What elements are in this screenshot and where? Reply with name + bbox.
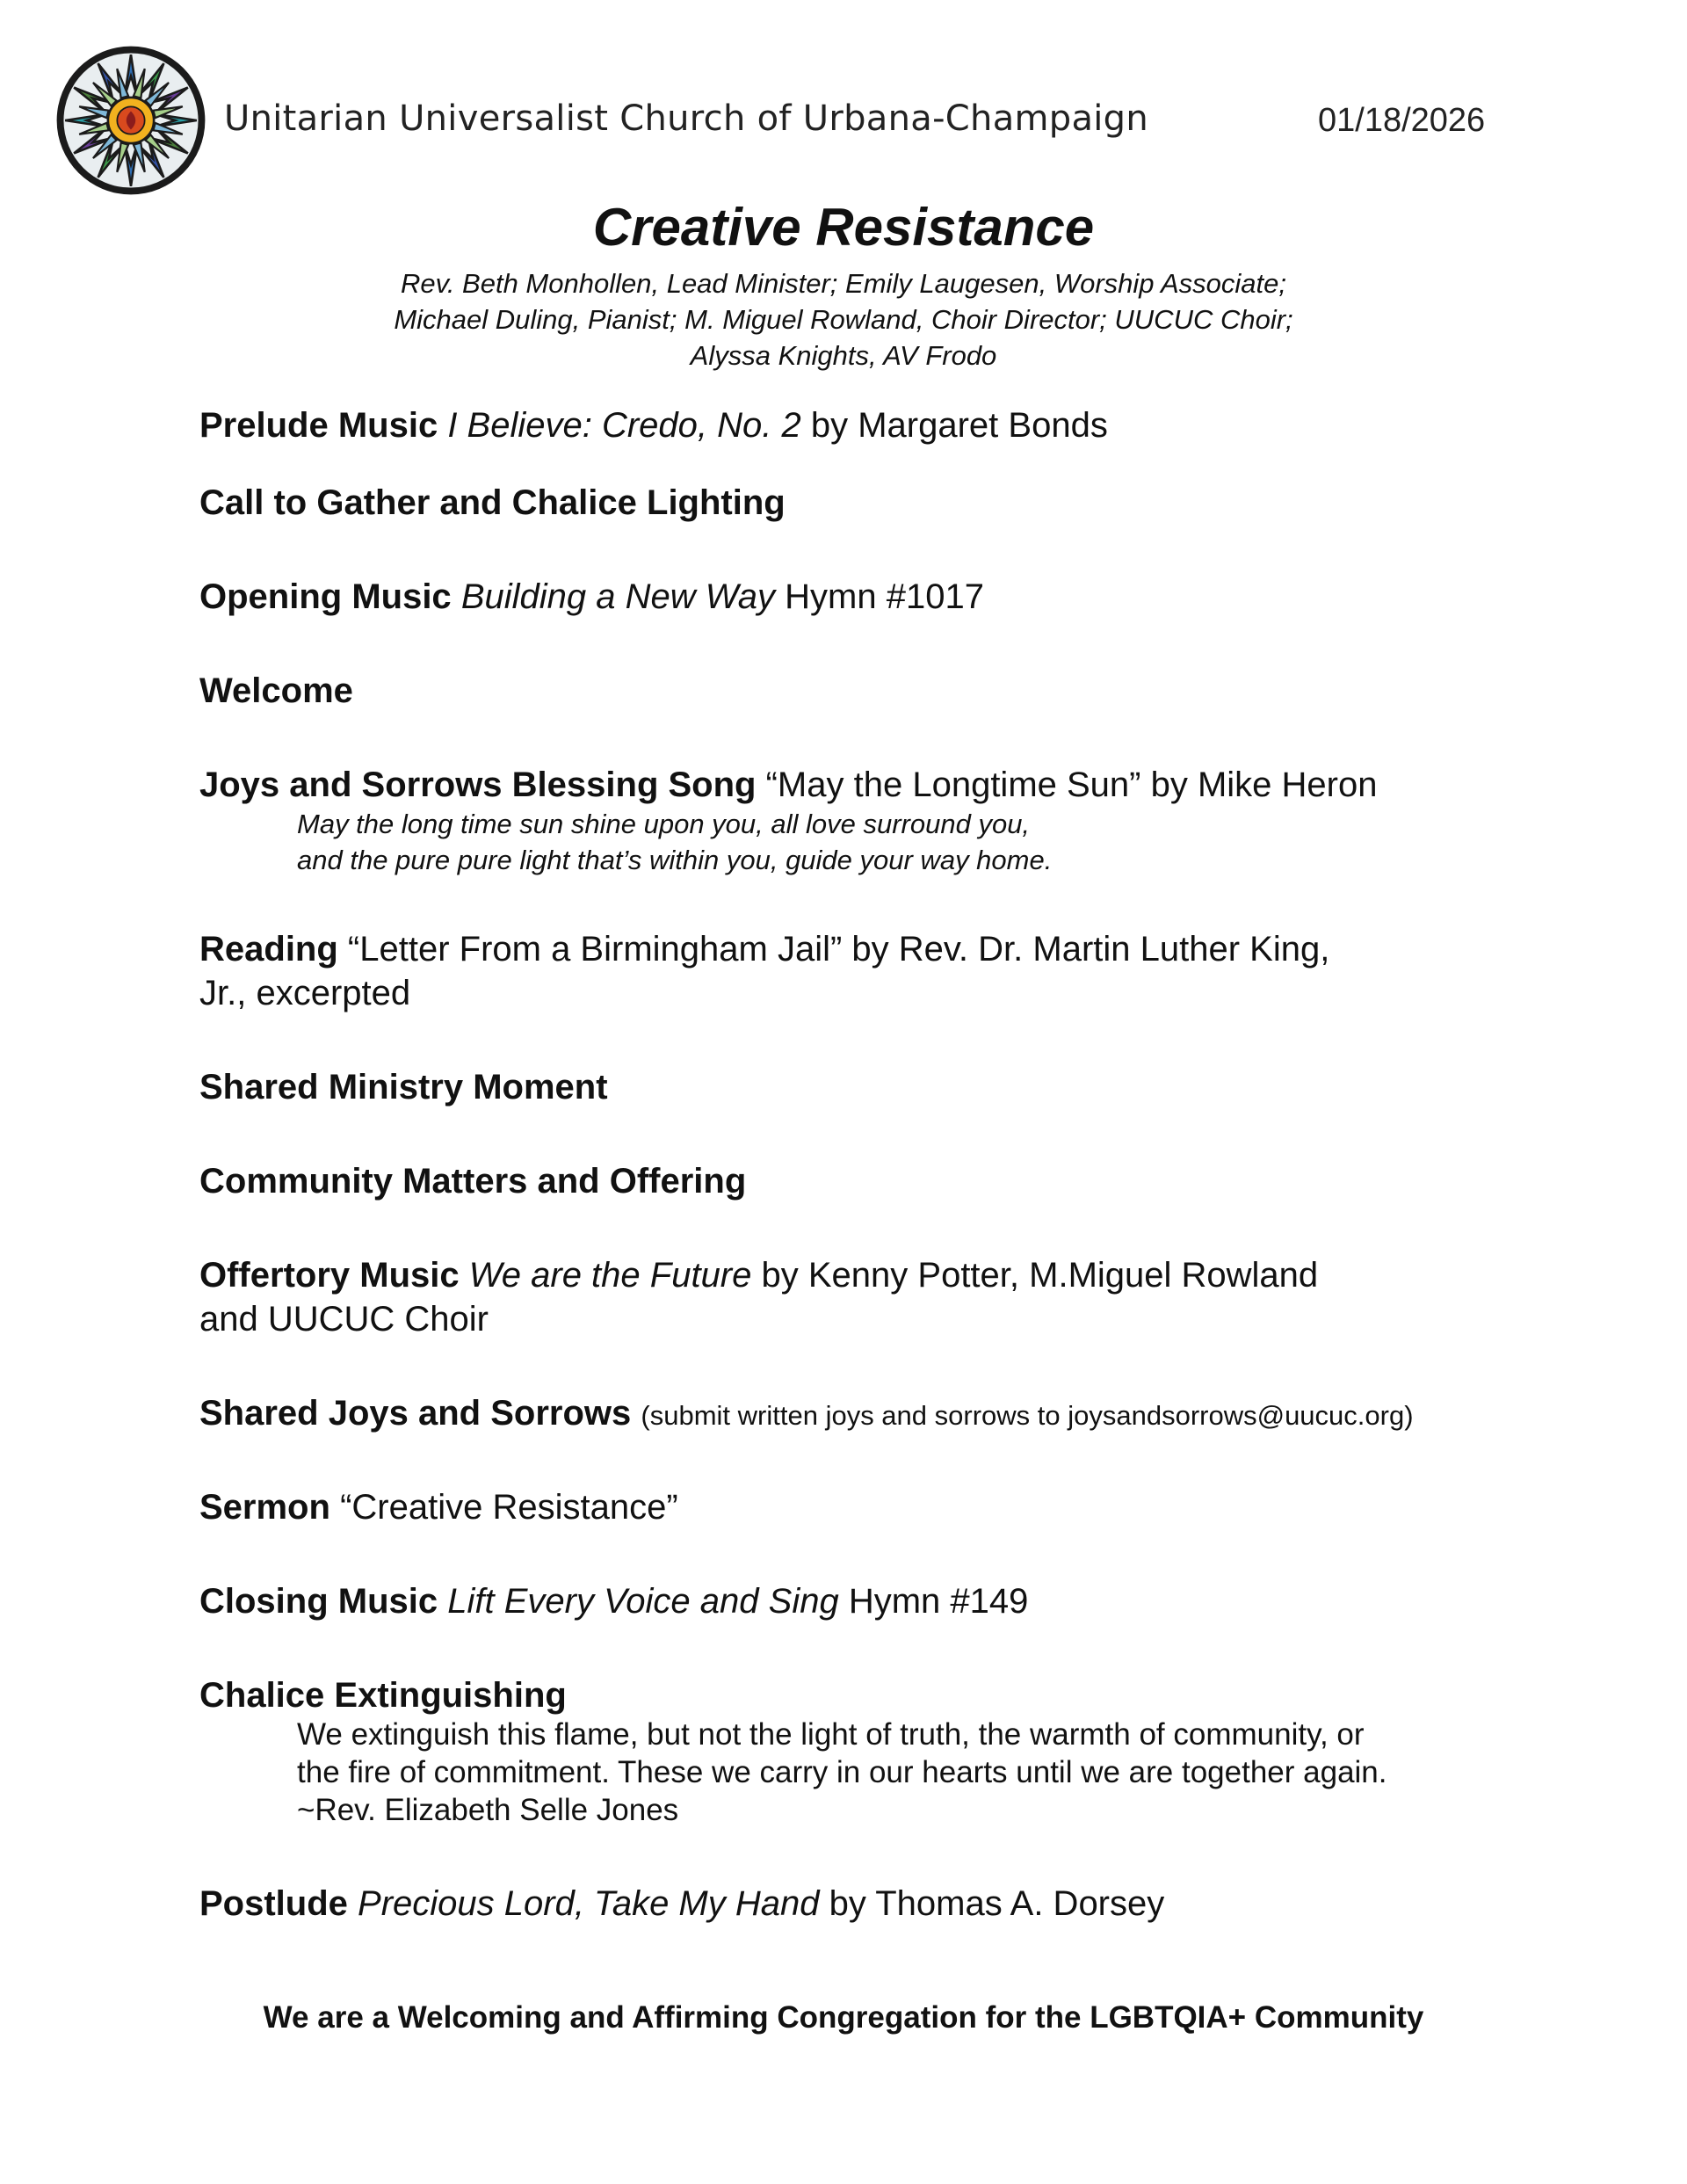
welcoming-statement: We are a Welcoming and Affirming Congregation for the LGBTQIA+ Community [263,2000,1424,2035]
item-detail: by Thomas A. Dorsey [829,1884,1165,1923]
item-shared-ministry [199,1065,1517,1109]
credits-line: Michael Duling, Pianist; M. Miguel Rowland, Choir Director; UUCUC Choir; [394,304,1293,335]
chalice-mandala-logo-icon [54,44,207,197]
item-work: We are the Future [468,1256,752,1295]
item-call-to-gather [199,481,1517,525]
service-title: Creative Resistance [592,198,1095,257]
item-detail: Hymn #1017 [785,577,984,616]
item-label: Call to Gather and Chalice Lighting [199,483,786,522]
verse-line: We extinguish this flame, but not the light of truth, the warmth of community, or [297,1717,1365,1752]
item-blessing-song [199,763,1517,807]
item-work: Building a New Way [460,577,776,616]
item-sermon [199,1485,1517,1529]
item-label: Chalice Extinguishing [199,1676,567,1715]
lyric-line: May the long time sun shine upon you, all love surround you, [297,809,1031,839]
item-label: Reading [199,930,338,969]
item-closing-music [199,1579,1517,1623]
item-detail: Hymn #149 [848,1582,1029,1621]
lyric-line: and the pure pure light that’s within you, guide your way home. [297,845,1053,875]
verse-line: the fire of commitment. These we carry in our hearts until we are together again. [297,1755,1387,1789]
item-detail: by Kenny Potter, M.Miguel Rowland [761,1256,1319,1295]
item-detail: “May the Longtime Sun” by Mike Heron [765,765,1378,804]
credits-line: Rev. Beth Monhollen, Lead Minister; Emily Laugesen, Worship Associate; [401,268,1286,299]
item-note: (submit written joys and sorrows to joysandsorrows@uucuc.org) [641,1400,1414,1431]
item-work: Precious Lord, Take My Hand [358,1884,820,1923]
service-credits [0,265,1687,374]
item-reading [199,927,1517,1015]
item-label: Joys and Sorrows Blessing Song [199,765,757,804]
item-postlude [199,1882,1517,1926]
item-work: I Believe: Credo, No. 2 [447,406,801,445]
item-prelude [199,403,1517,447]
item-detail: “Letter From a Birmingham Jail” by Rev. Dr. Martin Luther King, [347,930,1330,969]
item-detail-cont: Jr., excerpted [199,974,411,1012]
item-label: Prelude Music [199,406,438,445]
service-date: 01/18/2026 [1318,102,1486,139]
item-detail-cont: and UUCUC Choir [199,1300,489,1339]
item-shared-joys [199,1391,1517,1438]
item-welcome [199,669,1517,713]
item-detail: by Margaret Bonds [810,406,1108,445]
item-chalice-extinguishing [199,1673,1517,1717]
item-offertory [199,1253,1517,1341]
item-label: Postlude [199,1884,348,1923]
item-label: Opening Music [199,577,452,616]
item-label: Sermon [199,1488,330,1527]
item-label: Shared Ministry Moment [199,1068,608,1107]
extinguishing-words [297,1716,1527,1829]
item-label: Shared Joys and Sorrows [199,1394,632,1433]
item-label: Community Matters and Offering [199,1162,747,1201]
item-community-matters [199,1159,1517,1203]
item-label: Closing Music [199,1582,438,1621]
church-name: Unitarian Universalist Church of Urbana-Champaign [224,98,1149,139]
blessing-lyrics [297,806,1527,878]
verse-attribution: ~Rev. Elizabeth Selle Jones [297,1793,679,1827]
item-label: Welcome [199,671,353,710]
credits-line: Alyssa Knights, AV Frodo [690,340,997,371]
item-opening-music [199,575,1517,619]
item-work: Lift Every Voice and Sing [447,1582,839,1621]
item-detail: “Creative Resistance” [340,1488,678,1527]
item-label: Offertory Music [199,1256,460,1295]
